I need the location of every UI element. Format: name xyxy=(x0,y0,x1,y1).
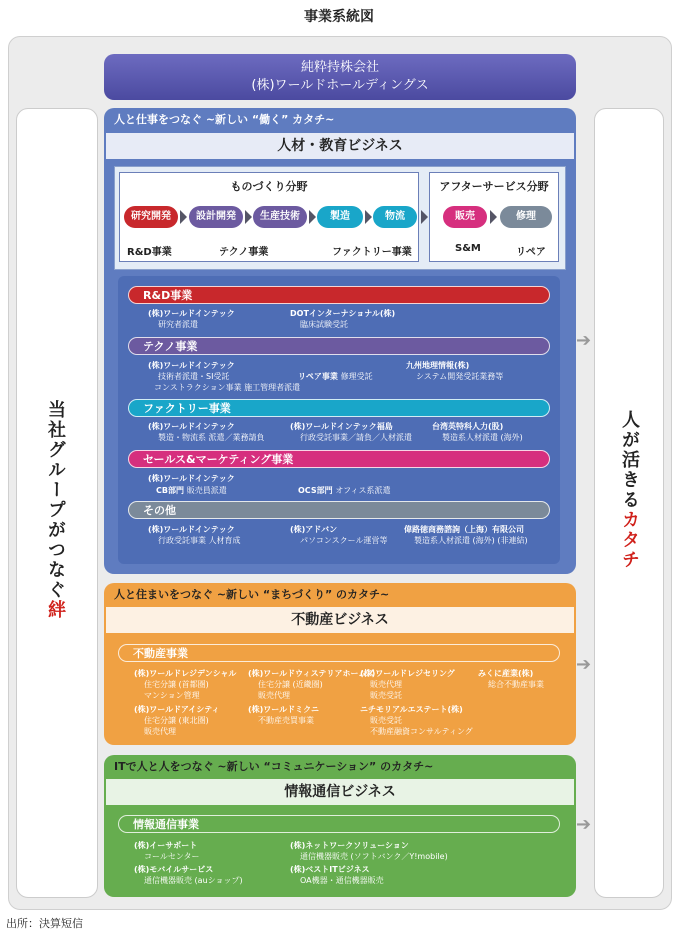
chevron-arrow-icon xyxy=(309,210,316,224)
company-desc: 製造・物流系 派遣／業務請負 xyxy=(158,433,265,442)
company-desc: OA機器・通信機器販売 xyxy=(300,876,384,885)
company-name: リペア事業 xyxy=(298,372,338,381)
company-desc: 住宅分譲 (近畿圏) xyxy=(258,680,323,689)
company-name: (株)ワールドアイシティ xyxy=(134,705,220,714)
company-name: (株)ネットワークソリューション xyxy=(290,841,409,850)
company-desc: 不動産売買事業 xyxy=(258,716,314,725)
company-desc: 販売受託 xyxy=(370,716,402,725)
company xyxy=(298,485,391,496)
after-service-label: アフターサービス分野 xyxy=(439,180,549,193)
left-label-text: 当社グループがつなぐ xyxy=(45,400,66,600)
company-desc: 販売代理 xyxy=(258,691,290,700)
hr-title: 人材・教育ビジネス xyxy=(106,133,574,159)
mono-zukuri-label: ものづくり分野 xyxy=(230,180,308,193)
company xyxy=(134,864,243,886)
source-note: 出所：決算短信 xyxy=(6,917,83,930)
chevron-arrow-icon xyxy=(421,210,428,224)
company-desc: パソコンスクール運営等 xyxy=(300,536,388,545)
company-name: (株)ワールドインテック福島 xyxy=(290,422,393,431)
company xyxy=(290,421,412,443)
company-desc: システム開発受託業務等 xyxy=(416,372,504,381)
chevron-arrow-icon xyxy=(365,210,372,224)
company-desc: 販売代理 xyxy=(144,727,176,736)
company-desc: 技術者派遣・SI受託 xyxy=(158,372,230,381)
company-name: (株)ワールドミクニ xyxy=(248,705,319,714)
segment-factory-bar: ファクトリー事業 xyxy=(128,399,550,417)
left-label-accent: 絆 xyxy=(45,600,66,620)
company-desc: 通信機器販売 (auショップ) xyxy=(144,876,243,885)
company-name: (株)ワールドウィステリアホームズ xyxy=(248,669,375,678)
company xyxy=(290,864,384,886)
chevron-sales: 販売 xyxy=(443,206,487,228)
company xyxy=(148,421,265,443)
company-name: みくに産業(株) xyxy=(478,669,534,678)
company xyxy=(432,421,523,443)
company-desc: 住宅分譲 (首都圏) xyxy=(144,680,209,689)
company-name: 九州地理情報(株) xyxy=(406,361,470,370)
caption-rd: R&D事業 xyxy=(127,247,172,258)
company-desc: 研究者派遣 xyxy=(158,320,198,329)
arrow-right-icon: ➔ xyxy=(576,330,592,351)
company-name: (株)アドバン xyxy=(290,525,338,534)
caption-factory: ファクトリー事業 xyxy=(332,247,412,258)
company-desc: 通信機器販売 (ソフトバンク／Y!mobile) xyxy=(300,852,448,861)
company-name: (株)ワールドインテック xyxy=(148,525,235,534)
diagram-title: 事業系統図 xyxy=(304,9,374,25)
company xyxy=(478,668,544,690)
it-slogan: ITで人と人をつなぐ ~新しい “コミュニケーション” のカタチ~ xyxy=(114,760,434,773)
caption-sm: S&M xyxy=(455,243,481,254)
company-desc: 総合不動産事業 xyxy=(488,680,544,689)
company xyxy=(134,668,236,701)
company xyxy=(148,308,235,330)
it-title: 情報通信ビジネス xyxy=(106,779,574,805)
company-name: ニチモリアルエステート(株) xyxy=(360,705,463,714)
company xyxy=(406,360,503,382)
company-name: (株)ベストITビジネス xyxy=(290,865,370,874)
company xyxy=(156,485,227,496)
company xyxy=(290,840,448,862)
caption-techno: テクノ事業 xyxy=(219,247,269,258)
chevron-production-tech: 生産技術 xyxy=(253,206,307,228)
chevron-logistics: 物流 xyxy=(373,206,417,228)
company-name: (株)ワールドインテック xyxy=(148,361,235,370)
company-name: (株)ワールドレジデンシャル xyxy=(134,669,237,678)
holding-line2: (株)ワールドホールディングス xyxy=(251,78,429,93)
right-label-text: 人が活きる xyxy=(619,410,640,510)
chevron-manufacturing: 製造 xyxy=(317,206,363,228)
company xyxy=(248,704,319,726)
company-desc: 販売代理 xyxy=(370,680,402,689)
company-desc: 臨床試験受託 xyxy=(300,320,348,329)
re-title: 不動産ビジネス xyxy=(106,607,574,633)
segment-it-bar: 情報通信事業 xyxy=(118,815,560,833)
chevron-research: 研究開発 xyxy=(124,206,178,228)
company-name: (株)モバイルサービス xyxy=(134,865,214,874)
company-desc: オフィス系派遣 xyxy=(335,486,391,495)
chevron-design: 設計開発 xyxy=(189,206,243,228)
company-desc: 不動産融資コンサルティング xyxy=(370,727,473,736)
company-desc: 販売受託 xyxy=(370,691,402,700)
chevron-arrow-icon xyxy=(180,210,187,224)
company xyxy=(148,473,235,484)
caption-repair: リペア xyxy=(516,247,546,258)
chevron-arrow-icon xyxy=(245,210,252,224)
company-desc: 修理受託 xyxy=(340,372,373,381)
segment-rd-bar: R&D事業 xyxy=(128,286,550,304)
segment-other-bar: その他 xyxy=(128,501,550,519)
holding-line1: 純粋持株会社 xyxy=(300,60,379,75)
arrow-right-icon: ➔ xyxy=(576,814,592,835)
company-name: (株)ワールドインテック xyxy=(148,422,235,431)
company-name: OCS部門 xyxy=(298,486,333,495)
segment-sm-bar: セールス&マーケティング事業 xyxy=(128,450,550,468)
company xyxy=(404,524,528,546)
chevron-arrow-icon xyxy=(490,210,497,224)
company-desc: 行政受託事業／請負／人材派遣 xyxy=(300,433,412,442)
company xyxy=(360,668,455,701)
company-name: DOTインターナショナル(株) xyxy=(290,309,396,318)
holding-company-box xyxy=(104,54,576,100)
company xyxy=(248,668,375,701)
company-desc: 販売員派遣 xyxy=(186,486,227,495)
segment-techno-bar: テクノ事業 xyxy=(128,337,550,355)
hr-slogan: 人と仕事をつなぐ ~新しい “働く” カタチ~ xyxy=(114,113,335,126)
arrow-right-icon: ➔ xyxy=(576,654,592,675)
company xyxy=(148,360,300,393)
company xyxy=(290,308,395,330)
company-desc: コールセンター xyxy=(144,852,200,861)
company-name: 偉路徳商務諮詢（上海）有限公司 xyxy=(404,525,524,534)
right-label xyxy=(616,410,642,570)
company-name: 台湾英特科人力(股) xyxy=(432,422,504,431)
company-name: CB部門 xyxy=(156,486,184,495)
company-desc: 住宅分譲 (東北圏) xyxy=(144,716,209,725)
company xyxy=(148,524,241,546)
company xyxy=(360,704,473,737)
company-name: (株)ワールドレジセリング xyxy=(360,669,455,678)
company xyxy=(134,704,220,737)
company-desc: 行政受託事業 人材育成 xyxy=(158,536,241,545)
re-slogan: 人と住まいをつなぐ ~新しい “まちづくり” のカタチ~ xyxy=(114,588,390,601)
company-desc: 製造系人材派遣 (海外) (非連結) xyxy=(414,536,528,545)
company-name: (株)ワールドインテック xyxy=(148,474,235,483)
company-desc: 製造系人材派遣 (海外) xyxy=(442,433,523,442)
segment-real-estate-bar: 不動産事業 xyxy=(118,644,560,662)
company xyxy=(298,371,373,382)
company-desc: コンストラクション事業 施工管理者派遣 xyxy=(154,383,301,392)
right-label-accent: カタチ xyxy=(619,510,640,570)
company-desc: マンション管理 xyxy=(144,691,200,700)
left-label xyxy=(42,400,68,620)
chevron-repair: 修理 xyxy=(500,206,552,228)
company-name: (株)イーサポート xyxy=(134,841,198,850)
company xyxy=(290,524,387,546)
company-name: (株)ワールドインテック xyxy=(148,309,235,318)
company xyxy=(134,840,200,862)
